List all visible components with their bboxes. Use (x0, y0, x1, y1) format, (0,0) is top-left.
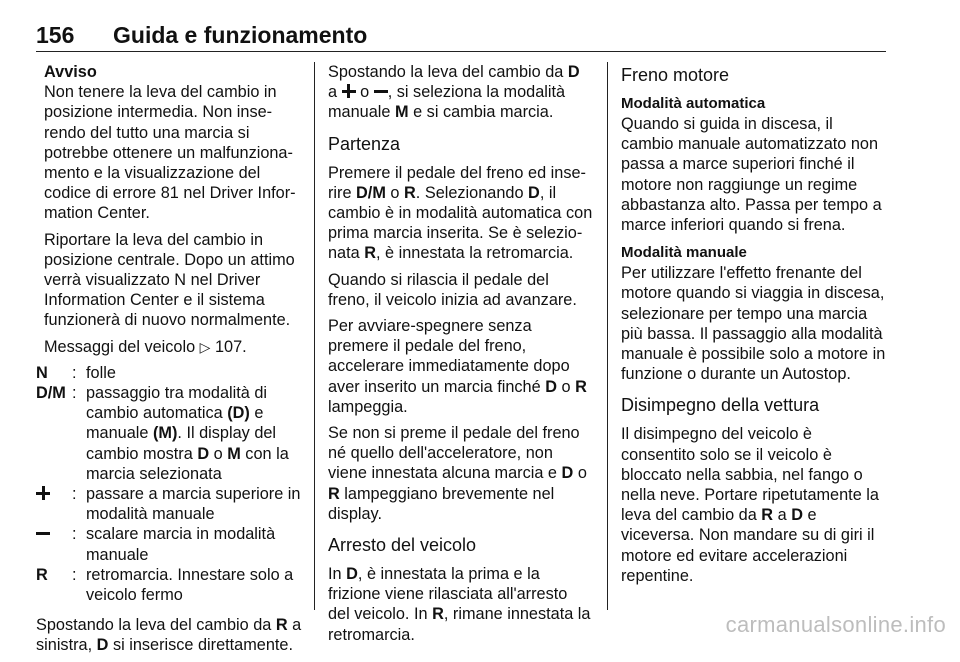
partenza-paragraph-4: Se non si preme il pedale del freno né quello dell'acceleratore, non viene innestata alcuna marcia e D o R lampeggiano brevemente nel display. (328, 424, 587, 523)
def-colon: : (72, 525, 77, 544)
def-row-dm (36, 383, 302, 484)
def-desc-plus: passare a marcia superiore in modalità manuale (86, 485, 301, 524)
minus-icon (36, 526, 50, 540)
page-ref-arrow-icon: ▷ (199, 338, 211, 355)
def-term-dm: D/M (36, 384, 66, 403)
def-row-n (36, 363, 302, 383)
closing-paragraph: Spostando la leva del cambio da R a sinistra, D si inserisce direttamente. (36, 616, 302, 655)
minus-icon (374, 84, 388, 98)
section-title: Guida e funzionamento (113, 22, 368, 48)
vehicle-messages-text: Messaggi del veicolo (44, 337, 196, 356)
arresto-paragraph: In D, è innestata la prima e la frizione viene rilasciata all'arresto del veicolo. In R, rimane innestata la retromarcia. (328, 565, 591, 644)
def-desc-r: retromarcia. Innestare solo a veicolo fermo (86, 565, 294, 605)
page-ref-link[interactable]: 107. (214, 337, 247, 356)
def-desc-n: folle (86, 363, 116, 382)
disimpegno-paragraph: Il disimpegno del veicolo è consentito solo se il veicolo è bloccato nella sabbia, nel fango o nella neve. Portare ripetutamente la leva del cambio da R a D e viceversa. Non mandare su di giri il motore ed evitare accelerazioni repentine. (621, 425, 879, 585)
page-number: 156 (36, 22, 75, 48)
def-colon: : (72, 485, 77, 504)
page-header (36, 22, 886, 52)
notice-paragraph-3 (44, 337, 302, 357)
def-row-minus (36, 524, 302, 564)
column-1 (36, 62, 302, 662)
column-3 (621, 62, 887, 592)
def-desc-minus: scalare marcia in modalità manuale (86, 525, 276, 564)
plus-icon (342, 84, 356, 98)
def-row-plus (36, 484, 302, 524)
watermark-text: carmanualsonline.info (725, 612, 946, 637)
notice-paragraph-2: Riportare la leva del cambio in posizione centrale. Dopo un attimo verrà visualizzato N nel Driver Information Center e il sistema funzionerà di nuovo normalmente. (44, 230, 295, 330)
def-row-r (36, 565, 302, 605)
column-divider-1 (314, 62, 315, 610)
column-2 (328, 62, 593, 651)
notice-paragraph-1: Non tenere la leva del cambio in posizione intermedia. Non inserendo del tutto una marcia si potrebbe ottenere un malfunzionamento e la visualizzazione del codice di errore 81 nel Driver Information Center. (44, 83, 296, 223)
heading-partenza: Partenza (328, 133, 401, 154)
def-term-n: N (36, 363, 48, 382)
manual-mode-paragraph: Per utilizzare l'effetto frenante del motore quando si viaggia in discesa, selezionare per tempo una marcia più bassa. Il passaggio alla modalità manuale è possibile solo a motore in funzione o durante un Autostop. (621, 264, 886, 384)
def-colon: : (72, 384, 77, 403)
def-colon: : (72, 363, 77, 382)
partenza-paragraph-2: Quando si rilascia il pedale del freno, il veicolo inizia ad avanzare. (328, 270, 577, 309)
notice-box (36, 62, 302, 357)
automatic-mode-paragraph: Quando si guida in discesa, il cambio manuale automatizzato non passa a marce superiori finché il motore non raggiunge un regime abbastanza alto. Passa per tempo a marce inferiori quando si frena. (621, 115, 882, 235)
def-term-plus (36, 484, 72, 504)
partenza-paragraph-3: Per avviare-spegnere senza premere il pedale del freno, accelerare immediatamente dopo aver inserito un marcia finché D o R lampeggia. (328, 317, 587, 416)
column-divider-2 (607, 62, 608, 610)
def-term-r: R (36, 565, 48, 584)
heading-disimpegno: Disimpegno della vettura (621, 395, 820, 416)
partenza-paragraph-1: Premere il pedale del freno ed inserire D/M o R. Selezionando D, il cambio è in modalità automatica con prima marcia inserita. Se è selezionata R, è innestata la retromarcia. (328, 163, 593, 263)
subheading-manual-mode: Modalità manuale (621, 244, 747, 262)
def-term-minus (36, 524, 72, 544)
header-rule (36, 51, 886, 52)
heading-arresto: Arresto del veicolo (328, 535, 477, 556)
def-desc-dm: passaggio tra modalità di cambio automatica (D) e manuale (M). Il display del cambio mostra D o M con la marcia selezionata (86, 384, 289, 483)
notice-title: Avviso (44, 63, 97, 81)
def-colon: : (72, 565, 77, 584)
plus-icon (36, 486, 50, 500)
heading-freno-motore: Freno motore (621, 65, 730, 85)
gear-definition-list (36, 363, 302, 605)
manual-mode-intro: Spostando la leva del cambio da D a o , si seleziona la modalità manuale M e si cambia marcia. (328, 63, 580, 122)
subheading-automatic-mode: Modalità automatica (621, 95, 766, 112)
